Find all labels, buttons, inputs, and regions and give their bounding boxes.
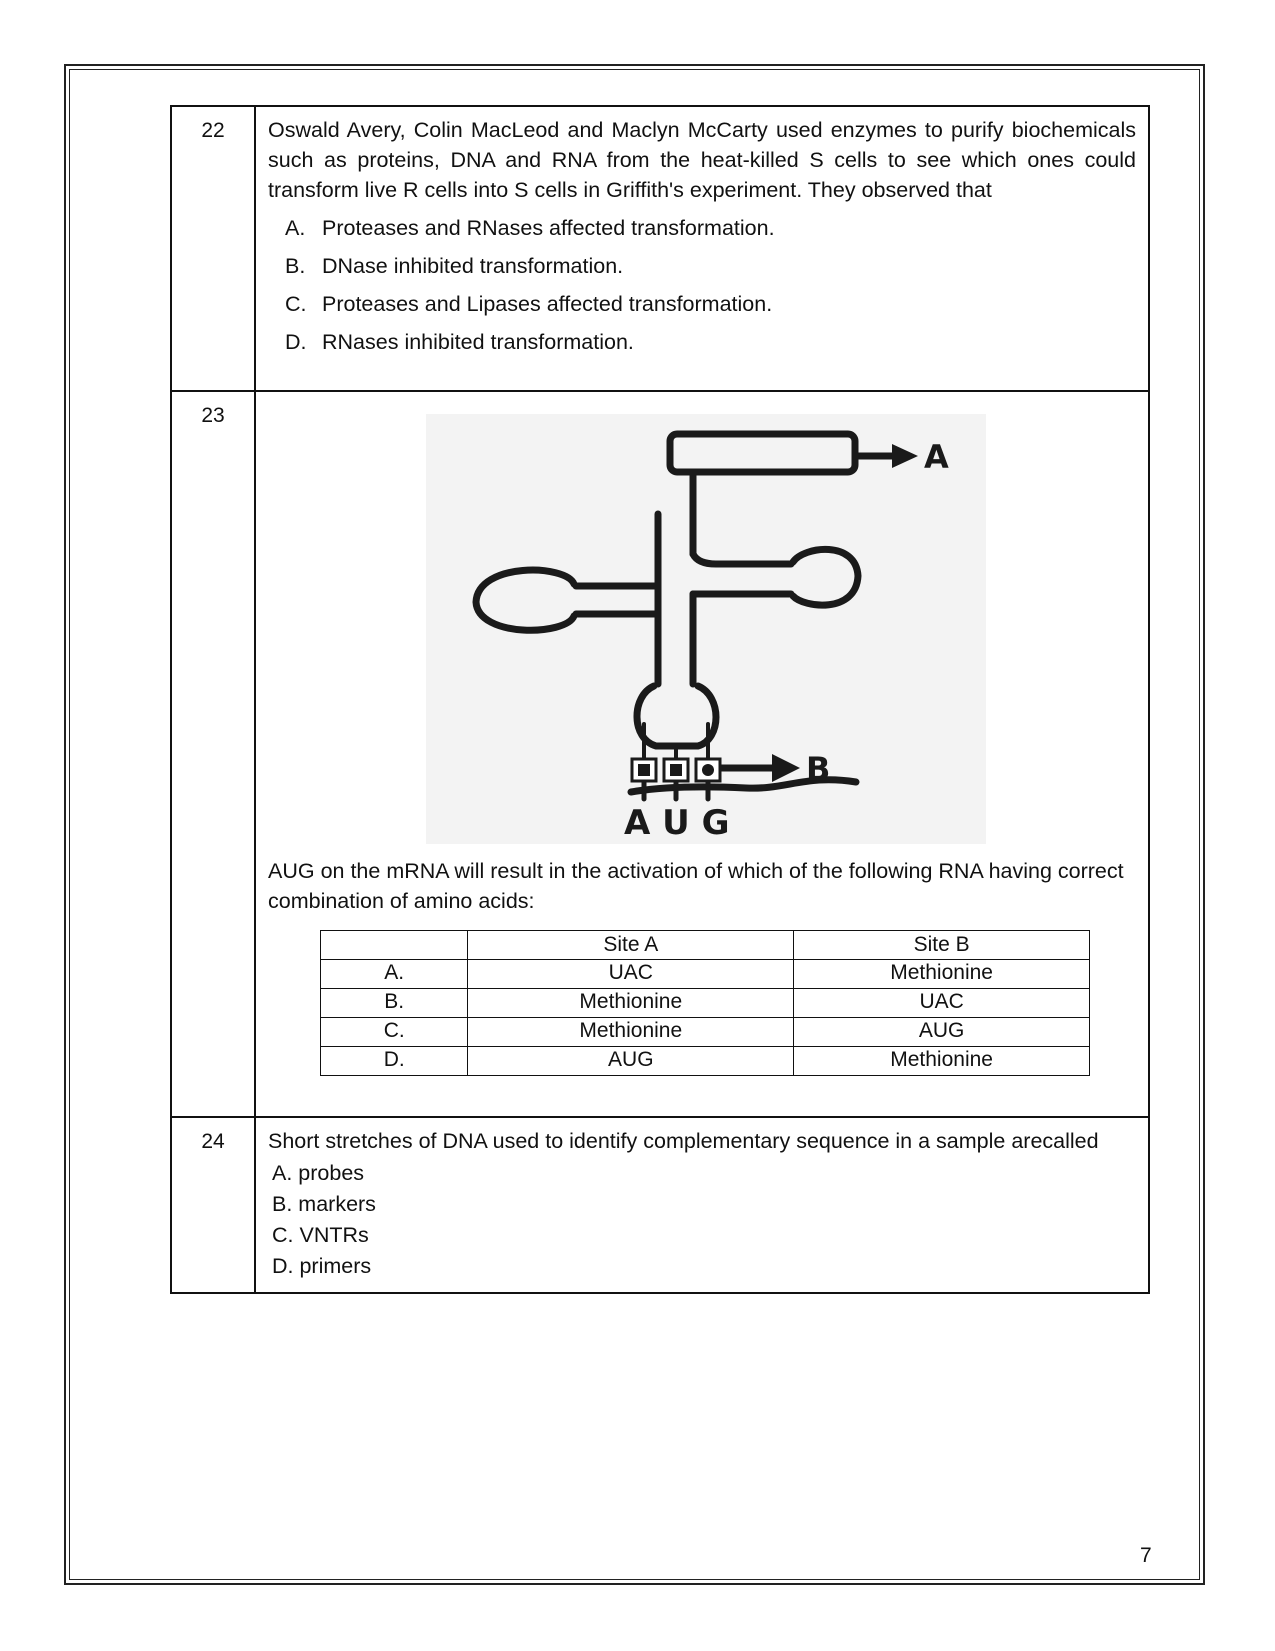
base-mark <box>638 764 650 776</box>
options-list <box>268 213 1136 357</box>
table-cell: Methionine <box>468 989 794 1018</box>
table-row <box>321 960 1090 989</box>
page-number: 7 <box>1140 1544 1152 1567</box>
question-number: 24 <box>171 1117 255 1293</box>
answer-table <box>320 930 1090 1076</box>
option: C. VNTRs <box>272 1223 369 1247</box>
option: D. primers <box>272 1254 372 1278</box>
table-cell: UAC <box>794 989 1090 1018</box>
option-text: DNase inhibited transformation. <box>322 254 624 278</box>
base-mark <box>702 764 714 776</box>
option-text: RNases inhibited transformation. <box>322 330 634 354</box>
option-letter: D. <box>285 330 307 354</box>
header-cell: Site B <box>794 931 1090 960</box>
base-mark <box>670 764 682 776</box>
option-letter: A. <box>285 216 306 240</box>
question-row <box>171 391 1149 1117</box>
option <box>285 213 1136 243</box>
table-cell: Methionine <box>794 1047 1090 1076</box>
question-number: 23 <box>171 391 255 1117</box>
label-b: B <box>806 750 831 788</box>
table-cell: D. <box>321 1047 468 1076</box>
table-cell: AUG <box>794 1018 1090 1047</box>
table-row <box>321 1047 1090 1076</box>
codon-label: A U G <box>624 803 730 843</box>
table-cell: Methionine <box>468 1018 794 1047</box>
option <box>285 289 1136 319</box>
question-row <box>171 106 1149 391</box>
options-list <box>268 1158 1136 1282</box>
question-text: Oswald Avery, Colin MacLeod and Maclyn McCarty used enzymes to purify biochemicals such as proteins, DNA and RNA from the heat-killed S cells to see which ones could transform live R cells into S cells in Griffith's experiment. They observed that <box>268 118 1136 202</box>
answer-table-header <box>321 931 1090 960</box>
option-letter: B. <box>285 254 306 278</box>
question-row <box>171 1117 1149 1293</box>
question-text: AUG on the mRNA will result in the activation of which of the following RNA having correct combination of amino acids: <box>268 859 1124 913</box>
question-body <box>255 1117 1149 1293</box>
table-cell: B. <box>321 989 468 1018</box>
table-row <box>321 989 1090 1018</box>
option <box>285 251 1136 281</box>
table-cell: UAC <box>468 960 794 989</box>
table-row <box>321 1018 1090 1047</box>
option-letter: C. <box>285 292 307 316</box>
option-text: Proteases and Lipases affected transformation. <box>322 292 773 316</box>
table-cell: Methionine <box>794 960 1090 989</box>
header-cell: Site A <box>468 931 794 960</box>
question-text: Short stretches of DNA used to identify complementary sequence in a sample arecalled <box>268 1129 1099 1153</box>
option-text: Proteases and RNases affected transformation. <box>322 216 775 240</box>
option <box>285 327 1136 357</box>
questions-table <box>170 105 1150 1294</box>
header-cell <box>321 931 468 960</box>
option: A. probes <box>272 1161 365 1185</box>
label-a: A <box>924 438 949 476</box>
question-body <box>255 391 1149 1117</box>
question-number: 22 <box>171 106 255 391</box>
option: B. markers <box>272 1192 376 1216</box>
table-cell: A. <box>321 960 468 989</box>
trna-diagram <box>426 414 986 844</box>
table-cell: AUG <box>468 1047 794 1076</box>
table-cell: C. <box>321 1018 468 1047</box>
question-body <box>255 106 1149 391</box>
